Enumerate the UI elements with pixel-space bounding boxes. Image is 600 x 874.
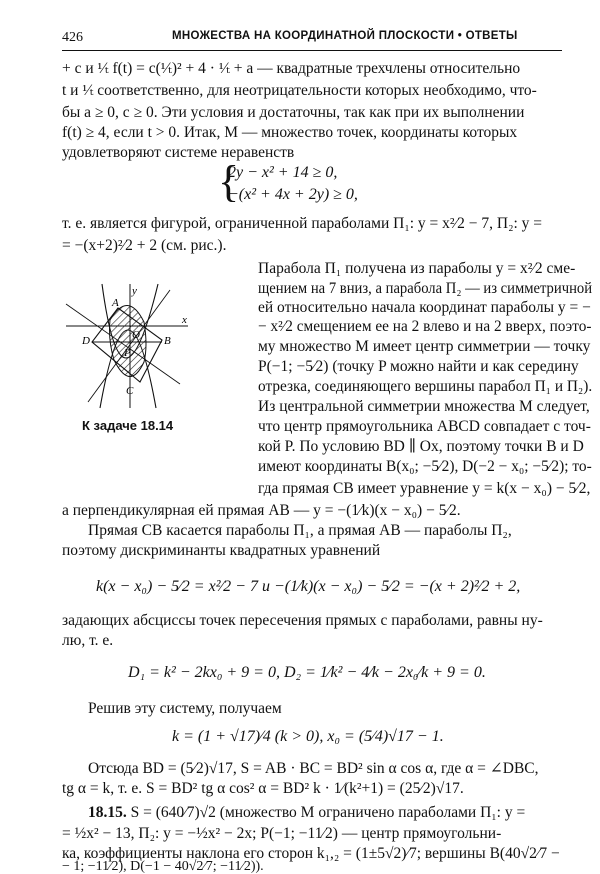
figure-caption: К задаче 18.14 xyxy=(82,418,174,433)
text-line: му множество M имеет центр симметрии — точку xyxy=(258,338,591,355)
text-line: а перпендикулярная ей прямая AB — y = −(1⁄k)(x − x₀) − 5⁄2. xyxy=(62,502,461,519)
text-line: Прямая CB касается параболы Π₁, а прямая AB — параболы Π₂, xyxy=(88,522,512,539)
text-line: + c и ¹⁄ₜ f(t) = c(¹⁄ₜ)² + 4 · ¹⁄ₜ + a — квадратные трехчлены относительно xyxy=(62,60,521,77)
tangent-equations: k(x − x₀) − 5⁄2 = x²⁄2 − 7 и −(1⁄k)(x − x₀) − 5⁄2 = −(x + 2)²⁄2 + 2, xyxy=(96,578,521,595)
text-line: Решив эту систему, получаем xyxy=(88,700,282,717)
text-line: что центр прямоугольника ABCD совпадает с точ- xyxy=(258,418,591,435)
text-line: Из центральной симметрии множества M следует, xyxy=(258,398,590,415)
discriminant-equations: D₁ = k² − 2kx₀ + 9 = 0, D₂ = 1⁄k² − 4⁄k − 2x₀⁄k + 9 = 0. xyxy=(128,664,486,681)
inequality-2: −(x² + 4x + 2y) ≥ 0, xyxy=(228,186,358,203)
page-number: 426 xyxy=(62,30,83,45)
text-line: = ½x² − 13, Π₂: y = −½x² − 2x; P(−1; −11⁄2) — центр прямоугольни- xyxy=(62,825,502,842)
text-line: имеют координаты B(x₀; −5⁄2), D(−2 − x₀; −5⁄2); то- xyxy=(258,458,592,475)
text-line: − 1; −11⁄2), D(−1 − 40√2⁄7; −11⁄2)). xyxy=(62,859,264,874)
text-line: t и ¹⁄ₜ соответственно, для неотрицательности которых необходимо, что- xyxy=(62,82,537,99)
text-line: ка, коэффициенты наклона его сторон k₁,₂ = (1±5√2)⁄7; вершины B(40√2⁄7 − xyxy=(62,845,560,862)
label-x: x xyxy=(182,314,187,326)
text-line: щением на 7 вниз, а парабола Π₂ — из симметричной xyxy=(258,280,593,297)
label-o: O xyxy=(132,329,140,341)
text-line: бы a ≥ 0, c ≥ 0. Эти условия и достаточны, так как при их выполнении xyxy=(62,104,525,121)
label-a: A xyxy=(112,297,119,309)
label-y: y xyxy=(132,285,137,297)
answer-number: 18.15. xyxy=(88,804,127,821)
text-line: tg α = k, т. е. S = BD² tg α cos² α = BD² k · 1⁄(k²+1) = (25⁄2)√17. xyxy=(62,780,464,797)
text-line: т. е. является фигурой, ограниченной параболами Π₁: y = x²⁄2 − 7, Π₂: y = xyxy=(62,215,543,232)
answer-line xyxy=(88,804,525,822)
running-title: МНОЖЕСТВА НА КООРДИНАТНОЙ ПЛОСКОСТИ • ОТВЕТЫ xyxy=(172,30,518,42)
solution-equation: k = (1 + √17)⁄4 (k > 0), x₀ = (5⁄4)√17 − 1. xyxy=(172,728,444,745)
text-line: гда прямая CB имеет уравнение y = k(x − x₀) − 5⁄2, xyxy=(258,480,591,497)
label-p: P xyxy=(124,347,131,359)
text-line: отрезка, соединяющего вершины парабол Π₁ и Π₂). xyxy=(258,378,593,395)
system-brace: { xyxy=(218,157,240,206)
text-line: удовлетворяют системе неравенств xyxy=(62,144,295,161)
text-line: ей относительно начала координат параболы y = − xyxy=(258,299,591,316)
label-c: C xyxy=(126,385,134,397)
parabolas-figure xyxy=(62,282,194,410)
label-b: B xyxy=(164,335,171,347)
answer-text: S = (640⁄7)√2 (множество M ограничено параболами Π₁: y = xyxy=(130,804,526,821)
text-line: P(−1; −5⁄2) (точку P можно найти и как середину xyxy=(258,358,579,375)
text-line: поэтому дискриминанты квадратных уравнений xyxy=(62,542,381,559)
text-line: Парабола Π₁ получена из параболы y = x²⁄2 сме- xyxy=(258,260,576,277)
text-line: лю, т. е. xyxy=(62,632,114,649)
label-d: D xyxy=(82,335,90,347)
inequality-1: 2y − x² + 14 ≥ 0, xyxy=(228,164,338,181)
text-line: − x²⁄2 смещением ее на 2 влево и на 2 вверх, поэто- xyxy=(258,318,592,335)
text-line: Отсюда BD = (5⁄2)√17, S = AB · BC = BD² sin α cos α, где α = ∠DBC, xyxy=(88,760,539,777)
page-header xyxy=(62,28,562,51)
text-line: задающих абсциссы точек пересечения прямых с параболами, равны ну- xyxy=(62,612,543,629)
text-line: f(t) ≥ 4, если t > 0. Итак, M — множество точек, координаты которых xyxy=(62,124,518,141)
text-line: кой P. По условию BD ∥ Ox, поэтому точки B и D xyxy=(258,438,584,455)
text-line: = −(x+2)²⁄2 + 2 (см. рис.). xyxy=(62,237,227,254)
